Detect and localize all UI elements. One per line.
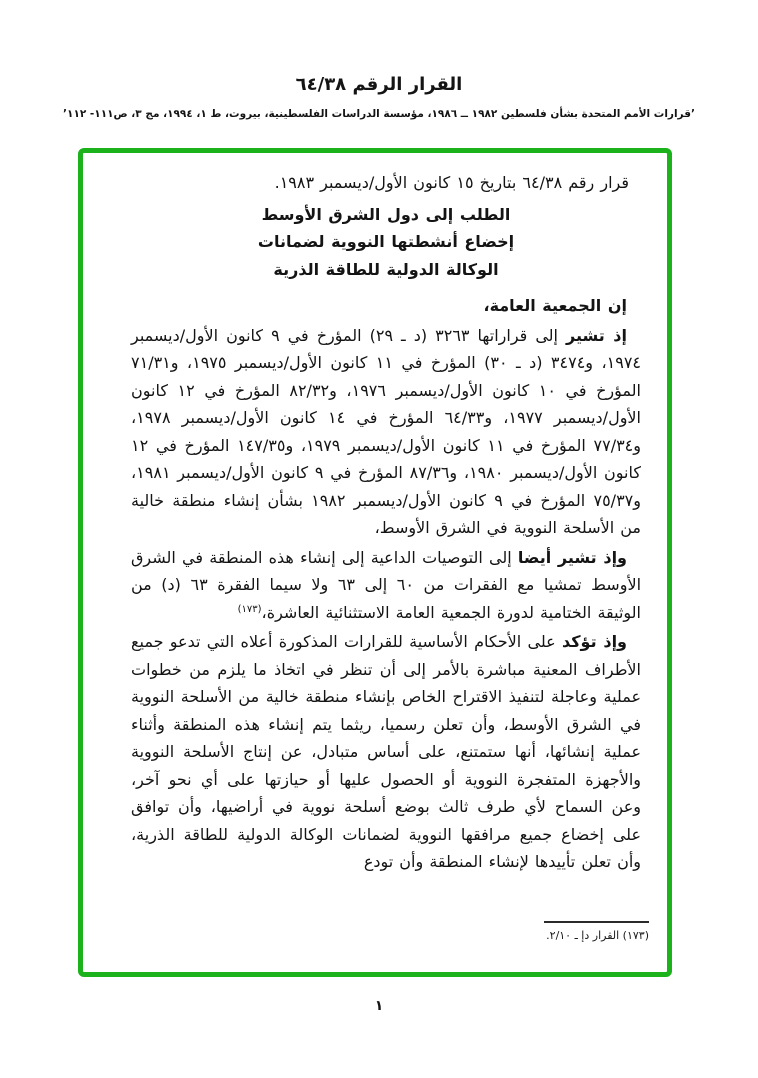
footnote-text: (١٧٣) القرار دإ ـ ٢/١٠. [546,929,649,942]
paragraph-text: على الأحكام الأساسية للقرارات المذكورة أعلاه التي تدعو جميع الأطراف المعنية مباشرة بالأمر إلى أن تنظر في اتخاذ ما يلزم من خطوات عملية وعاجلة لتنفيذ الاقتراح الخاص بإنشاء منطقة خالية من الأسلحة النووية في الشرق الأوسط، وأن تعلن رسميا، ريثما يتم إنشاء هذه المنطقة وأثناء عملية إنشائها، أنها ستمتنع، على أساس متبادل، عن إنتاج الأسلحة النووية والأجهزة المتفجرة النووية أو الحصول عليها أو حيازتها على أي نحو آخر، وعن السماح لأي طرف ثالث بوضع أسلحة نووية في أراضيها، وأن توافق على إخضاع جميع مرافقها النووية لضمانات الوكالة الدولية للطاقة الذرية، وأن تعلن تأييدها لإنشاء المنطقة وأن تودع [131,632,641,871]
heading-line-1: الطلب إلى دول الشرق الأوسط [261,204,511,224]
paragraph-lead: وإذ تشير أيضا [517,547,627,567]
preamble-paragraph-1 [131,322,641,542]
footnote-divider [544,921,649,923]
footnote-reference: (١٧٣) [237,603,262,615]
resolution-opening-line: قرار رقم ٦٤/٣٨ بتاريخ ١٥ كانون الأول/ديسمبر ١٩٨٣. [274,173,629,192]
page-title: القرار الرقم ٦٤/٣٨ [295,74,463,95]
footnote-block [459,921,649,944]
paragraph-text: إلى التوصيات الداعية إلى إنشاء هذه المنطقة في الشرق الأوسط تمشيا مع الفقرات من ٦٠ إلى ٦٣ ولا سيما الفقرة ٦٣ (د) من الوثيقة الختامية لدورة الجمعية العامة الاستثنائية العاشرة، [131,547,642,622]
paragraph-lead: إذ تشير [566,325,628,345]
salutation-line: إن الجمعية العامة، [483,296,627,315]
page-number: ١ [374,998,384,1014]
heading-line-3: الوكالة الدولية للطاقة الذرية [273,259,499,279]
paragraph-text: إلى قراراتها ٣٢٦٣ (د ـ ٢٩) المؤرخ في ٩ كانون الأول/ديسمبر ١٩٧٤، و٣٤٧٤ (د ـ ٣٠) المؤرخ في ١١ كانون الأول/ديسمبر ١٩٧٥، و٧١/٣١ المؤرخ في ١٠ كانون الأول/ديسمبر ١٩٧٦، و٨٢/٣٢ المؤرخ في ١٢ كانون الأول/ديسمبر ١٩٧٧، و٦٤/٣٣ المؤرخ في ١٤ كانون الأول/ديسمبر ١٩٧٨، و٧٧/٣٤ المؤرخ في ١١ كانون الأول/ديسمبر ١٩٧٩، و١٤٧/٣٥ المؤرخ في ١٢ كانون الأول/ديسمبر ١٩٨٠، و٨٧/٣٦ المؤرخ في ٩ كانون الأول/ديسمبر ١٩٨١، و٧٥/٣٧ المؤرخ في ٩ كانون الأول/ديسمبر ١٩٨٢ بشأن إنشاء منطقة خالية من الأسلحة النووية في الشرق الأوسط، [131,325,641,537]
preamble-paragraph-3 [131,628,641,876]
paragraph-lead: وإذ تؤكد [561,632,628,651]
preamble-paragraph-2 [131,544,641,627]
document-body [131,169,641,876]
heading-line-2: إخضاع أنشطتها النووية لضمانات [257,232,515,251]
document-frame [78,148,672,977]
source-citation: ’قرارات الأمم المتحدة بشأن فلسطين ١٩٨٢ ــ ١٩٨٦، مؤسسة الدراسات الفلسطينية، بيروت، ط ١، ١٩٩٤، مج ٣، ص١١١- ١١٢’ [63,108,695,120]
